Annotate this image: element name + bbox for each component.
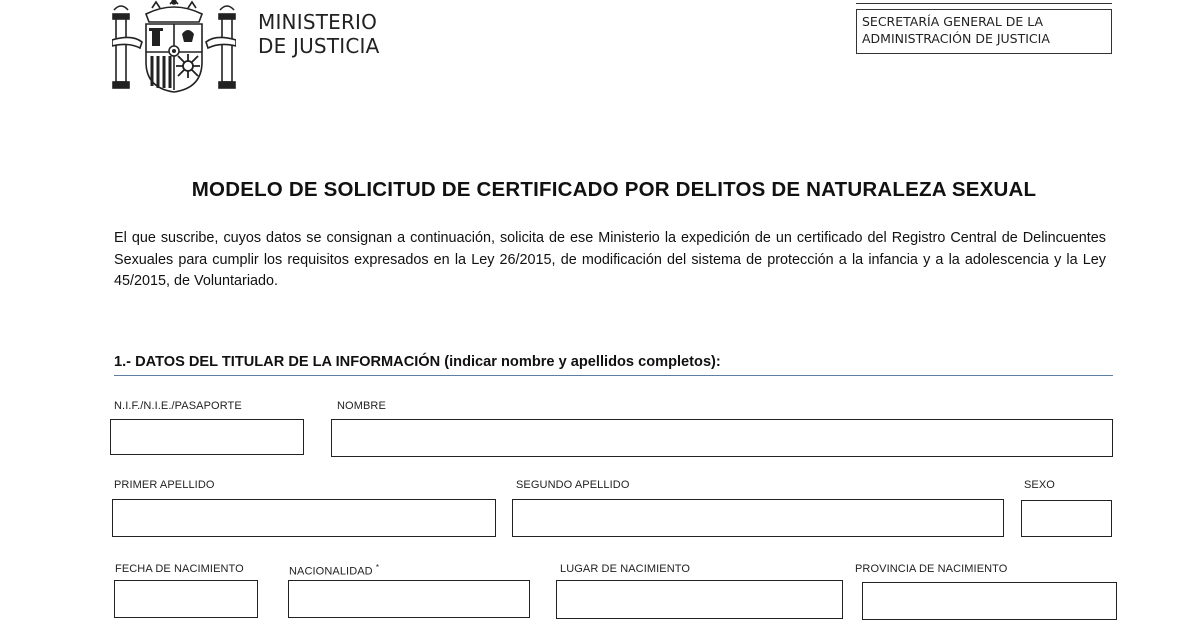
ministry-name: [258, 10, 380, 58]
nombre-label: NOMBRE: [337, 400, 386, 412]
document-title: MODELO DE SOLICITUD DE CERTIFICADO POR DELITOS DE NATURALEZA SEXUAL: [191, 178, 1037, 201]
lugar-nacimiento-field[interactable]: [556, 580, 843, 619]
fecha-nacimiento-label: FECHA DE NACIMIENTO: [115, 563, 244, 575]
secretariat-line-1: SECRETARÍA GENERAL DE LA: [862, 14, 1044, 29]
sexo-field[interactable]: [1021, 500, 1112, 537]
intro-paragraph: El que suscribe, cuyos datos se consignan a continuación, solicita de ese Ministerio la expedición de un certificado del Registro Central de Delincuentes Sexuales para cumplir los requisitos expresados en la Ley 26/2015, de modificación del sistema de protección a la infancia y a la adolescencia y la Ley 45/2015, de Voluntariado.: [114, 230, 1106, 289]
primer-apellido-field[interactable]: [112, 499, 496, 537]
nacionalidad-field[interactable]: [288, 580, 530, 618]
segundo-apellido-label: SEGUNDO APELLIDO: [516, 479, 630, 491]
ministry-line-2: DE JUSTICIA: [258, 34, 380, 58]
nombre-field[interactable]: [331, 419, 1113, 457]
section-1-rule: [114, 375, 1113, 376]
section-1-heading-bold: 1.- DATOS DEL TITULAR DE LA INFORMACIÓN: [114, 354, 441, 370]
provincia-nacimiento-label: PROVINCIA DE NACIMIENTO: [855, 563, 1008, 575]
fecha-nacimiento-field[interactable]: [114, 580, 258, 618]
secretariat-box: [856, 9, 1112, 54]
nif-field[interactable]: [110, 419, 304, 455]
segundo-apellido-field[interactable]: [512, 499, 1004, 537]
ministry-line-1: MINISTERIO: [258, 10, 378, 34]
nacionalidad-label-text: NACIONALIDAD: [289, 565, 373, 578]
nacionalidad-asterisk: *: [375, 563, 380, 572]
lugar-nacimiento-label: LUGAR DE NACIMIENTO: [560, 563, 691, 575]
provincia-nacimiento-field[interactable]: [862, 582, 1117, 620]
nacionalidad-label: [289, 563, 379, 578]
sexo-label: SEXO: [1024, 479, 1055, 491]
section-1-heading-rest: (indicar nombre y apellidos completos):: [440, 354, 721, 370]
spain-coat-of-arms-icon: [112, 0, 236, 94]
secretariat-top-rule: [856, 0, 1112, 4]
primer-apellido-label: PRIMER APELLIDO: [114, 479, 215, 491]
nif-label: N.I.F./N.I.E./PASAPORTE: [114, 400, 242, 412]
secretariat-line-2: ADMINISTRACIÓN DE JUSTICIA: [862, 31, 1050, 46]
section-1-heading: [114, 354, 721, 370]
